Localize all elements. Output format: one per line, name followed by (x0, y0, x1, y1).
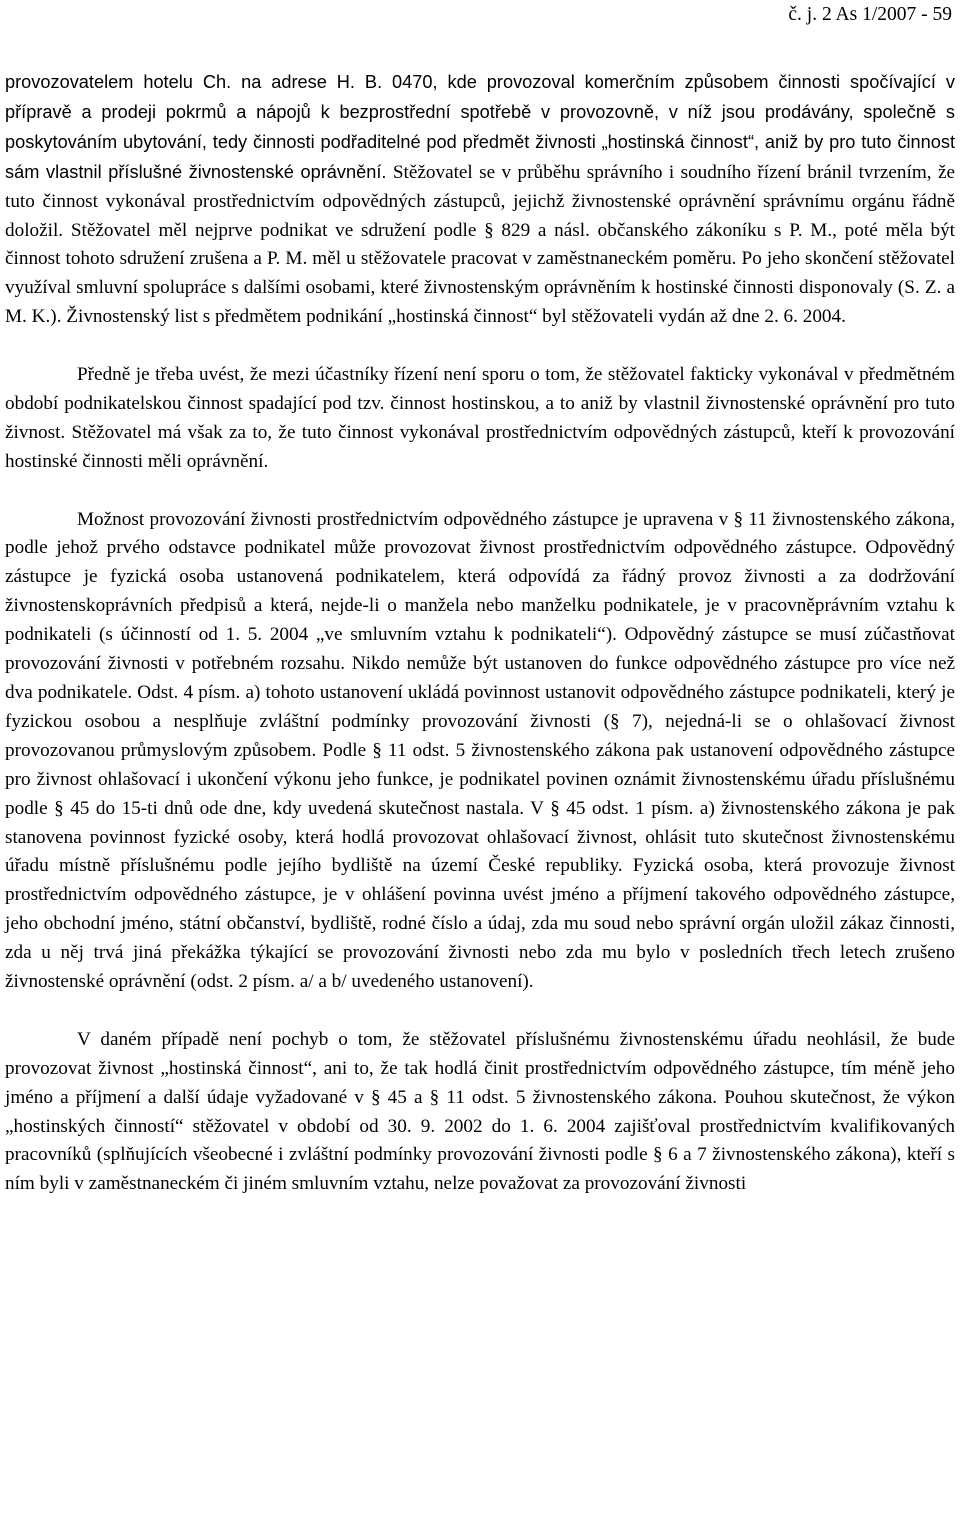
paragraph-facts-serif-text: Stěžovatel se v průběhu správního i soudního řízení bránil tvrzením, že tuto činnost vykonával prostřednictvím odpovědných zástupců, jejichž živnostenské oprávnění správnímu orgánu řádně doložil. Stěžovatel měl nejprve podnikat ve sdružení podle § 829 a násl. občanského zákoníku s P. M., poté měla být činnost tohoto sdružení zrušena a P. M. měl u stěžovatele pracovat v zaměstnaneckém poměru. Po jeho skončení stěžovatel využíval smluvní spolupráce s dalšími osobami, které živnostenským oprávněním k hostinské činnosti disponovaly (S. Z. a M. K.). Živnostenský list s předmětem podnikání „hostinská činnost“ byl stěžovateli vydán až dne 2. 6. 2004. (5, 161, 955, 328)
paragraph-undisputed: Předně je třeba uvést, že mezi účastníky řízení není sporu o tom, že stěžovatel fakticky vykonával v předmětném období podnikatelskou činnost spadající pod tzv. činnost hostinskou, a to aniž by vlastnil živnostenské oprávnění pro tuto živnost. Stěžovatel má však za to, že tuto činnost vykonával prostřednictvím odpovědných zástupců, kteří k provozování hostinské činnosti měli oprávnění. (5, 364, 955, 472)
paragraph-facts-sans-text: provozovatelem hotelu Ch. na adrese H. B. 0470, kde provozoval komerčním způsobem činnosti spočívající v přípravě a prodeji pokrmů a nápojů k bezprostřední spotřebě v provozovně, v níž jsou prodávány, společně s poskytováním ubytování, tedy činnosti podřaditelné pod předmět živnosti „hostinská činnost“, aniž by pro tuto činnost sám vlastnil příslušné živnostenské oprávnění. (5, 72, 955, 182)
document-body (5, 68, 955, 1228)
paragraph-legal-framework: Možnost provozování živnosti prostřednictvím odpovědného zástupce je upravena v § 11 živnostenského zákona, podle jehož prvého odstavce podnikatel může provozovat živnost prostřednictvím odpovědného zástupce. Odpovědný zástupce je fyzická osoba ustanovená podnikatelem, která odpovídá za řádný provoz živnosti a za dodržování živnostenskoprávních předpisů a která, nejde-li o manžela nebo manželku podnikatele, je v pracovněprávním vztahu k podnikateli (s účinností od 1. 5. 2004 „ve smluvním vztahu k podnikateli“). Odpovědný zástupce se musí zúčastňovat provozování živnosti v potřebném rozsahu. Nikdo nemůže být ustanoven do funkce odpovědného zástupce pro více než dva podnikatele. Odst. 4 písm. a) tohoto ustanovení ukládá povinnost ustanovit odpovědného zástupce podnikateli, který je fyzickou osobou a nesplňuje zvláštní podmínky provozování živnosti (§ 7), nejedná-li se o ohlašovací živnost provozovanou průmyslovým způsobem. Podle § 11 odst. 5 živnostenského zákona pak ustanovení odpovědného zástupce pro živnost ohlašovací i ukončení výkonu jeho funkce, je podnikatel povinen oznámit živnostenskému úřadu příslušnému podle § 45 do 15-ti dnů ode dne, kdy uvedená skutečnost nastala. V § 45 odst. 1 písm. a) živnostenského zákona je pak stanovena povinnost fyzické osoby, která hodlá provozovat ohlašovací živnost, ohlásit tuto skutečnost živnostenskému úřadu místně příslušnému podle jejího bydliště na území České republiky. Fyzická osoba, která provozuje živnost prostřednictvím odpovědného zástupce, je v ohlášení povinna uvést jméno a příjmení takového odpovědného zástupce, jeho obchodní jméno, státní občanství, bydliště, rodné číslo a údaj, zda mu soud nebo správní orgán uložil zákaz činnosti, zda u něj trvá jiná překážka týkající se provozování živnosti nebo zda mu bylo v posledních třech letech zrušeno živnostenské oprávnění (odst. 2 písm. a/ a b/ uvedeného ustanovení). (5, 508, 955, 993)
case-number-header: č. j. 2 As 1/2007 - 59 (788, 4, 952, 25)
paragraph-facts (5, 68, 955, 332)
paragraph-assessment: V daném případě není pochyb o tom, že stěžovatel příslušnému živnostenskému úřadu neohlásil, že bude provozovat živnost „hostinská činnost“, ani to, že tak hodlá činit prostřednictvím odpovědného zástupce, tím méně jeho jméno a příjmení a další údaje vyžadované v § 45 a § 11 odst. 5 živnostenského zákona. Pouhou skutečnost, že výkon „hostinských činností“ stěžovatel v období od 30. 9. 2002 do 1. 6. 2004 zajišťoval prostřednictvím kvalifikovaných pracovníků (splňujících všeobecné i zvláštní podmínky provozování živnosti podle § 6 a 7 živnostenského zákona), kteří s ním byli v zaměstnaneckém či jiném smluvním vztahu, nelze považovat za provozování živnosti (5, 1028, 955, 1195)
